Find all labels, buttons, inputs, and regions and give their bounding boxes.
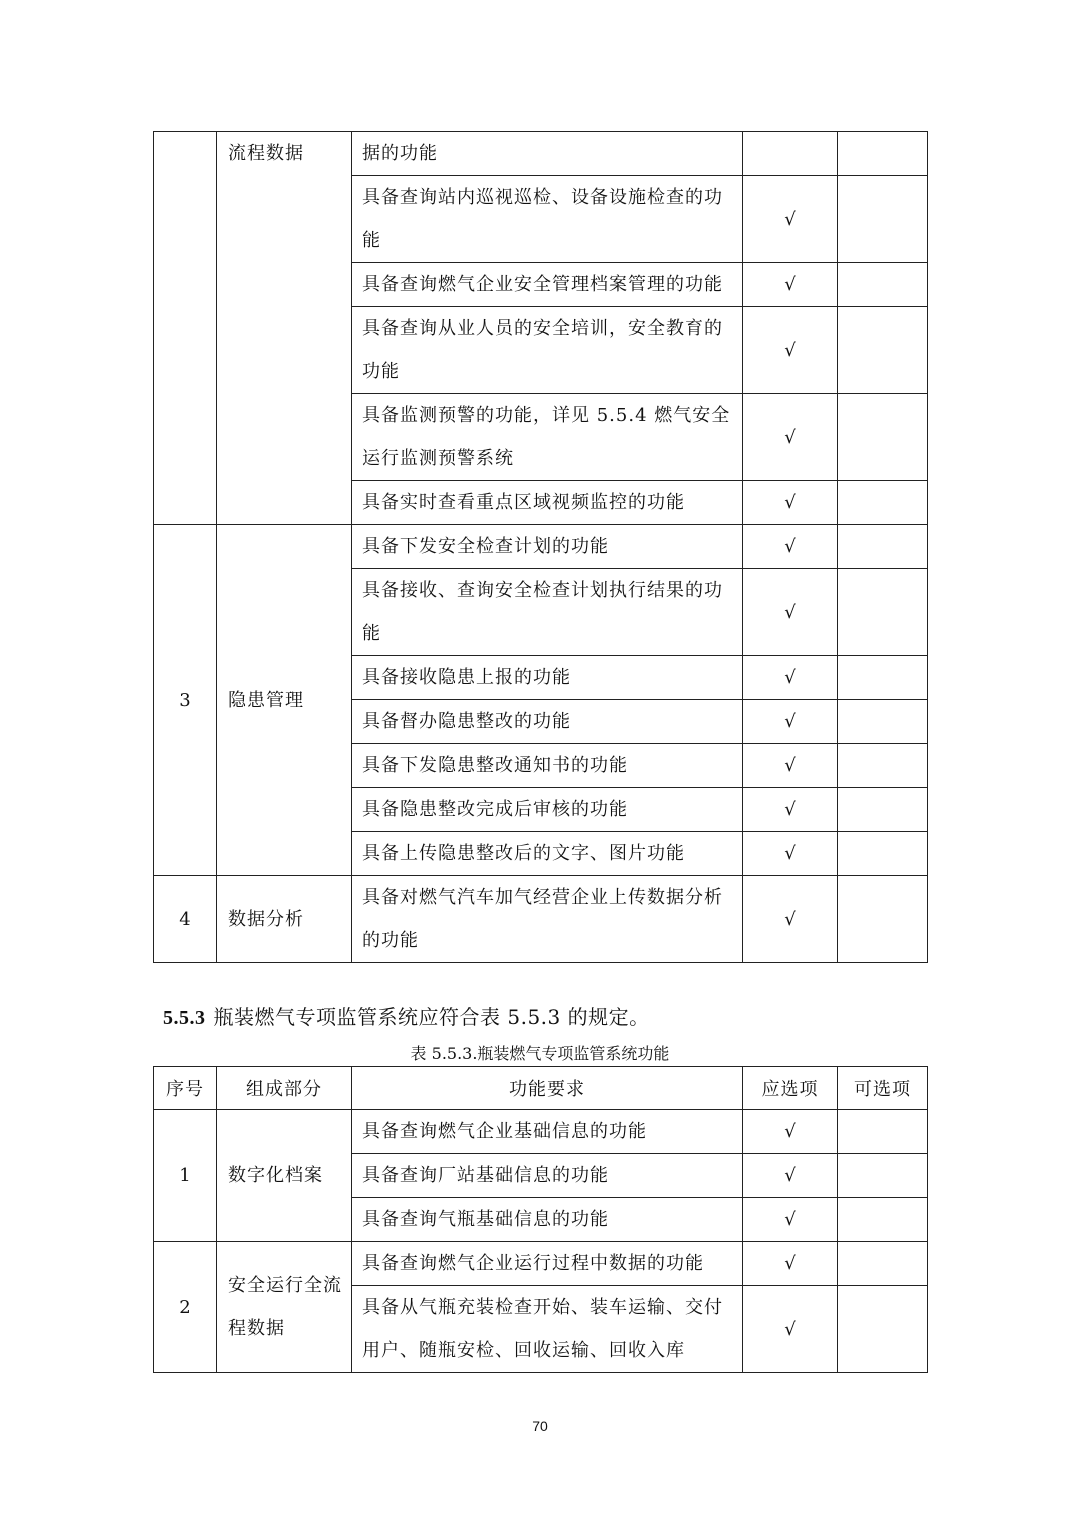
- requirement-cell: 具备接收隐患上报的功能: [352, 656, 743, 700]
- optional-cell: [838, 832, 928, 876]
- requirement-cell: 具备从气瓶充装检查开始、装车运输、交付用户、随瓶安检、回收运输、回收入库: [352, 1286, 743, 1373]
- requirement-cell: 具备查询燃气企业基础信息的功能: [352, 1110, 743, 1154]
- optional-cell: [838, 1286, 928, 1373]
- table-row: [154, 525, 928, 569]
- required-check: √: [743, 1286, 838, 1373]
- requirement-cell: 具备下发安全检查计划的功能: [352, 525, 743, 569]
- optional-cell: [838, 1198, 928, 1242]
- optional-cell: [838, 481, 928, 525]
- requirement-cell: 具备查询厂站基础信息的功能: [352, 1154, 743, 1198]
- required-check: √: [743, 481, 838, 525]
- required-check: √: [743, 1242, 838, 1286]
- component-name: 数字化档案: [217, 1110, 352, 1242]
- requirement-cell: 具备下发隐患整改通知书的功能: [352, 744, 743, 788]
- component-name: 流程数据: [217, 132, 352, 525]
- optional-cell: [838, 394, 928, 481]
- header-requirement: 功能要求: [352, 1067, 743, 1110]
- row-index: 3: [154, 525, 217, 876]
- optional-cell: [838, 744, 928, 788]
- required-check: √: [743, 1110, 838, 1154]
- optional-cell: [838, 876, 928, 963]
- table-caption: 表 5.5.3.瓶装燃气专项监管系统功能: [410, 1044, 670, 1063]
- optional-cell: [838, 569, 928, 656]
- clause-paragraph: [163, 1001, 650, 1030]
- required-check: √: [743, 788, 838, 832]
- required-check: √: [743, 569, 838, 656]
- row-index: 2: [154, 1242, 217, 1373]
- requirement-cell: 具备查询气瓶基础信息的功能: [352, 1198, 743, 1242]
- table-continued: [153, 131, 928, 963]
- optional-cell: [838, 1110, 928, 1154]
- function-table: [153, 1066, 928, 1373]
- optional-cell: [838, 788, 928, 832]
- optional-cell: [838, 525, 928, 569]
- optional-cell: [838, 307, 928, 394]
- table-row: [154, 1242, 928, 1286]
- requirement-cell: 具备隐患整改完成后审核的功能: [352, 788, 743, 832]
- required-check: √: [743, 656, 838, 700]
- requirement-cell: 据的功能: [352, 132, 743, 176]
- requirement-cell: 具备查询站内巡视巡检、设备设施检查的功能: [352, 176, 743, 263]
- table-header-row: [154, 1067, 928, 1110]
- page-number: 70: [532, 1418, 548, 1434]
- table-row: [154, 132, 928, 176]
- header-required: 应选项: [743, 1067, 838, 1110]
- header-index: 序号: [154, 1067, 217, 1110]
- requirement-cell: 具备对燃气汽车加气经营企业上传数据分析的功能: [352, 876, 743, 963]
- required-check: √: [743, 1154, 838, 1198]
- component-name: 数据分析: [217, 876, 352, 963]
- optional-cell: [838, 1154, 928, 1198]
- requirement-cell: 具备接收、查询安全检查计划执行结果的功能: [352, 569, 743, 656]
- requirement-cell: 具备实时查看重点区域视频监控的功能: [352, 481, 743, 525]
- optional-cell: [838, 1242, 928, 1286]
- required-check: √: [743, 700, 838, 744]
- component-name: 安全运行全流程数据: [217, 1242, 352, 1373]
- optional-cell: [838, 263, 928, 307]
- required-check: √: [743, 525, 838, 569]
- optional-cell: [838, 176, 928, 263]
- required-check: √: [743, 876, 838, 963]
- optional-cell: [838, 656, 928, 700]
- clause-text: 瓶装燃气专项监管系统应符合表 5.5.3 的规定。: [213, 1005, 650, 1029]
- optional-cell: [838, 700, 928, 744]
- requirement-cell: 具备查询从业人员的安全培训，安全教育的功能: [352, 307, 743, 394]
- row-index: 4: [154, 876, 217, 963]
- required-check: √: [743, 1198, 838, 1242]
- table-row: [154, 876, 928, 963]
- requirement-cell: 具备查询燃气企业安全管理档案管理的功能: [352, 263, 743, 307]
- required-check: √: [743, 832, 838, 876]
- row-index: [154, 132, 217, 525]
- clause-number: 5.5.3: [163, 1007, 206, 1029]
- requirement-cell: 具备查询燃气企业运行过程中数据的功能: [352, 1242, 743, 1286]
- required-check: √: [743, 263, 838, 307]
- required-check: √: [743, 394, 838, 481]
- header-component: 组成部分: [217, 1067, 352, 1110]
- requirement-cell: 具备督办隐患整改的功能: [352, 700, 743, 744]
- requirement-cell: 具备监测预警的功能，详见 5.5.4 燃气安全运行监测预警系统: [352, 394, 743, 481]
- requirement-cell: 具备上传隐患整改后的文字、图片功能: [352, 832, 743, 876]
- table-row: [154, 1110, 928, 1154]
- required-check: √: [743, 744, 838, 788]
- header-optional: 可选项: [838, 1067, 928, 1110]
- required-check: √: [743, 307, 838, 394]
- required-check: [743, 132, 838, 176]
- row-index: 1: [154, 1110, 217, 1242]
- component-name: 隐患管理: [217, 525, 352, 876]
- required-check: √: [743, 176, 838, 263]
- optional-cell: [838, 132, 928, 176]
